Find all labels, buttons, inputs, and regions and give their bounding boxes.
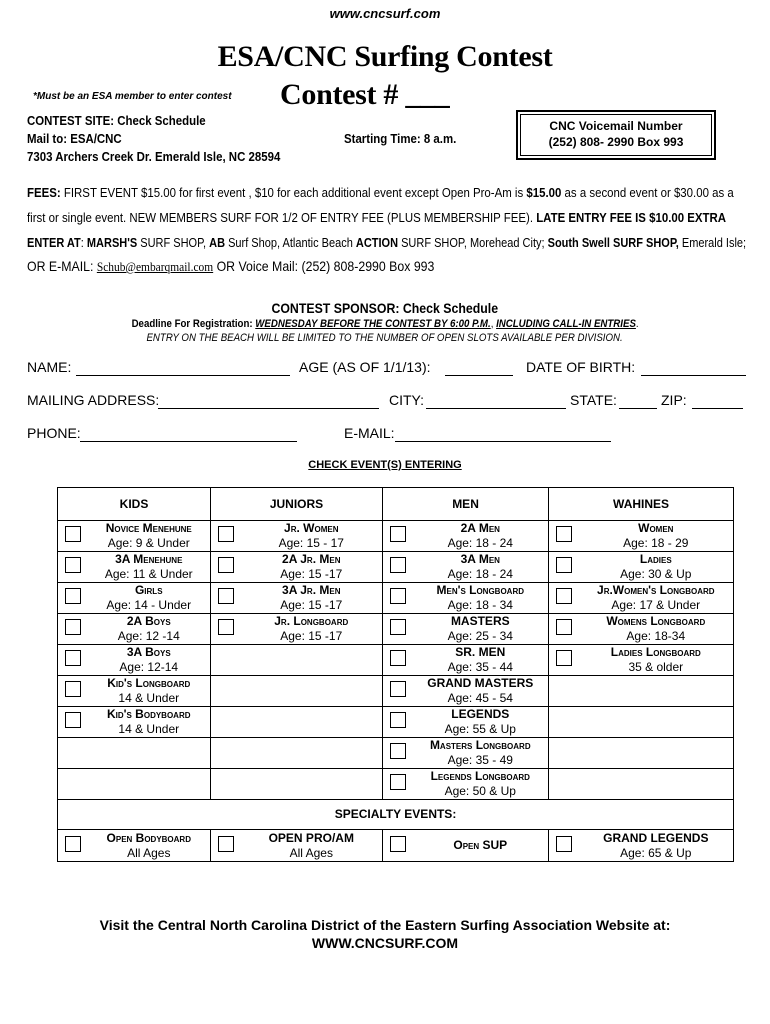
event-age: Age: 12 -14 — [117, 629, 180, 643]
event-label-cell — [88, 614, 211, 645]
name-field[interactable] — [76, 375, 290, 376]
event-name: 2A Boys — [126, 614, 171, 628]
event-checkbox[interactable] — [218, 526, 234, 542]
event-age: Age: 15 -17 — [280, 598, 343, 612]
event-age: Age: 9 & Under — [107, 536, 190, 550]
event-checkbox[interactable] — [390, 712, 406, 728]
event-label-cell — [413, 645, 549, 676]
state-label: STATE: — [570, 392, 617, 408]
checkbox-cell — [549, 583, 579, 614]
enter-at-label: ENTER AT — [27, 236, 81, 250]
checkbox-cell — [211, 552, 241, 583]
empty-cell — [549, 676, 734, 707]
site-url: www.cncsurf.com — [329, 6, 441, 21]
page-title: ESA/CNC Surfing Contest — [217, 40, 553, 73]
beach-note: ENTRY ON THE BEACH WILL BE LIMITED TO THE NUMBER OF OPEN SLOTS AVAILABLE PER DIVISION. — [146, 332, 624, 344]
name-label: NAME: — [27, 359, 72, 375]
event-label-cell — [88, 676, 211, 707]
table-row — [58, 738, 734, 769]
starting-time: Starting Time: 8 a.m. — [344, 131, 457, 146]
checkbox-cell — [58, 676, 88, 707]
event-age: Age: 18 - 29 — [623, 536, 689, 550]
shop-action-rest: SURF SHOP, Morehead City; — [398, 236, 548, 250]
email-line — [27, 258, 434, 275]
event-age: Age: 15 - 17 — [278, 536, 344, 550]
event-checkbox[interactable] — [218, 836, 234, 852]
event-age: Age: 65 & Up — [620, 845, 692, 860]
contest-site: CONTEST SITE: Check Schedule — [27, 113, 206, 128]
event-label-cell — [88, 583, 211, 614]
voicemail-title: CNC Voicemail Number — [549, 119, 683, 133]
event-label-cell — [88, 830, 211, 862]
checkbox-cell — [383, 521, 413, 552]
phone-field[interactable] — [80, 441, 297, 442]
event-checkbox[interactable] — [390, 526, 406, 542]
shop-south-swell: South Swell SURF SHOP, — [547, 236, 679, 250]
mailing-field[interactable] — [158, 408, 379, 409]
empty-cell — [549, 707, 734, 738]
event-name: Masters Longboard — [429, 738, 531, 752]
event-checkbox[interactable] — [390, 774, 406, 790]
event-label-cell — [413, 707, 549, 738]
event-name: Kid's Longboard — [107, 676, 191, 690]
checkbox-cell — [383, 830, 413, 862]
late-fee: LATE ENTRY FEE IS $10.00 EXTRA — [536, 210, 727, 225]
table-row — [58, 552, 734, 583]
event-label-cell — [579, 583, 734, 614]
event-label-cell — [413, 583, 549, 614]
event-name: Jr.Women's Longboard — [597, 583, 715, 597]
zip-label: ZIP: — [661, 392, 687, 408]
event-checkbox[interactable] — [65, 526, 81, 542]
footer-line-1: Visit the Central North Carolina District of the Eastern Surfing Association Website at: — [99, 917, 671, 933]
event-age: Age: 30 & Up — [620, 567, 692, 581]
event-name: Women — [638, 521, 674, 535]
event-name: Womens Longboard — [606, 614, 706, 628]
shop-south-swell-rest: Emerald Isle; — [678, 236, 747, 250]
event-checkbox[interactable] — [556, 557, 572, 573]
event-age: Age: 25 - 34 — [447, 629, 513, 643]
deadline-mid: , — [490, 318, 496, 330]
event-label-cell — [241, 830, 383, 862]
event-age: Age: 55 & Up — [444, 722, 516, 736]
checkbox-cell — [211, 830, 241, 862]
specialty-heading: SPECIALTY EVENTS: — [58, 800, 734, 830]
event-name: OPEN PRO/AM — [268, 830, 354, 845]
event-name: Novice Menehune — [105, 521, 192, 535]
event-label-cell — [88, 645, 211, 676]
checkbox-cell — [211, 521, 241, 552]
checkbox-cell — [549, 552, 579, 583]
event-label-cell — [413, 738, 549, 769]
empty-cell — [58, 738, 211, 769]
event-checkbox[interactable] — [390, 650, 406, 666]
checkbox-cell — [383, 769, 413, 800]
event-age: Age: 18 - 34 — [447, 598, 513, 612]
fees-label: FEES: — [27, 185, 61, 200]
email-suffix: OR Voice Mail: (252) 808-2990 Box 993 — [213, 258, 435, 274]
fees-line-2-text: first or single event. NEW MEMBERS SURF FOR 1/2 OF ENTRY FEE (PLUS MEMBERSHIP FEE). — [27, 210, 537, 225]
fees-line-1 — [27, 185, 734, 200]
column-header-wahines: WAHINES — [549, 488, 734, 521]
event-age: Age: 18 - 24 — [447, 536, 513, 550]
mail-address: 7303 Archers Creek Dr. Emerald Isle, NC 28594 — [27, 149, 281, 164]
checkbox-cell — [549, 614, 579, 645]
footer-line-2: WWW.CNCSURF.COM — [311, 935, 459, 951]
checkbox-cell — [58, 521, 88, 552]
email-prefix: OR E-MAIL: — [27, 258, 97, 274]
column-header-men: MEN — [383, 488, 549, 521]
event-checkbox[interactable] — [390, 743, 406, 759]
event-name: GRAND LEGENDS — [603, 830, 709, 845]
deadline-end: . — [635, 318, 639, 330]
event-label-cell — [413, 676, 549, 707]
age-field[interactable] — [445, 375, 513, 376]
event-name: Legends Longboard — [430, 769, 530, 783]
event-name: Ladies — [639, 552, 672, 566]
event-label-cell — [413, 769, 549, 800]
empty-cell — [211, 707, 383, 738]
event-label-cell — [241, 614, 383, 645]
mailing-label: MAILING ADDRESS: — [27, 392, 160, 408]
event-age: All Ages — [127, 845, 171, 860]
shop-marshs: MARSH'S — [86, 236, 138, 250]
event-age: Age: 18-34 — [626, 629, 686, 643]
event-age: Age: 17 & Under — [611, 598, 701, 612]
event-name: Jr. Women — [284, 521, 339, 535]
event-name: Ladies Longboard — [610, 645, 701, 659]
event-checkbox[interactable] — [390, 557, 406, 573]
contest-number: Contest # ___ — [280, 78, 450, 111]
event-name: Men's Longboard — [436, 583, 525, 597]
events-table — [57, 487, 734, 862]
event-name: Girls — [134, 583, 163, 597]
deadline-line — [0, 318, 770, 330]
event-name: Open Bodyboard — [106, 830, 191, 845]
checkbox-cell — [383, 645, 413, 676]
event-age: 14 & Under — [118, 691, 180, 705]
footer — [0, 916, 770, 952]
event-label-cell — [241, 521, 383, 552]
fees-text-1: FIRST EVENT $15.00 for first event , $10 for each additional event except Open Pro-Am is — [60, 185, 527, 200]
event-checkbox[interactable] — [390, 588, 406, 604]
column-header-kids: KIDS — [58, 488, 211, 521]
enter-at-line — [27, 236, 746, 250]
event-age: Age: 35 - 44 — [447, 660, 513, 674]
empty-cell — [549, 769, 734, 800]
event-name: Kid's Bodyboard — [106, 707, 191, 721]
empty-cell — [211, 676, 383, 707]
checkbox-cell — [58, 583, 88, 614]
event-age: Age: 45 - 54 — [447, 691, 513, 705]
event-age: Age: 18 - 24 — [447, 567, 513, 581]
table-row — [58, 614, 734, 645]
event-age: Age: 35 - 49 — [447, 753, 513, 767]
empty-cell — [211, 769, 383, 800]
specialty-heading-row — [58, 800, 734, 830]
event-label-cell — [579, 552, 734, 583]
sponsor-title-wrap — [0, 300, 770, 318]
event-name: 2A Jr. Men — [282, 552, 341, 566]
event-name: LEGENDS — [451, 707, 510, 721]
shop-action: ACTION — [355, 236, 399, 250]
shop-ab-rest: Surf Shop, Atlantic Beach — [225, 236, 356, 250]
email-label: E-MAIL: — [344, 425, 395, 441]
table-row — [58, 769, 734, 800]
event-age: Age: 15 -17 — [280, 629, 343, 643]
table-row — [58, 645, 734, 676]
phone-label: PHONE: — [27, 425, 81, 441]
event-checkbox[interactable] — [65, 836, 81, 852]
event-age: 35 & older — [628, 660, 684, 674]
event-checkbox[interactable] — [65, 650, 81, 666]
event-label-cell — [413, 552, 549, 583]
checkbox-cell — [58, 645, 88, 676]
event-name: 3A Jr. Men — [282, 583, 341, 597]
event-label-cell — [88, 521, 211, 552]
event-name: 3A Boys — [126, 645, 171, 659]
checkbox-cell — [383, 552, 413, 583]
event-checkbox[interactable] — [218, 619, 234, 635]
contact-email-link[interactable]: Schub@embarqmail.com — [96, 259, 214, 274]
event-checkbox[interactable] — [390, 836, 406, 852]
checkbox-cell — [549, 521, 579, 552]
event-checkbox[interactable] — [556, 588, 572, 604]
event-label-cell — [88, 552, 211, 583]
checkbox-cell — [58, 552, 88, 583]
checkbox-cell — [211, 583, 241, 614]
event-checkbox[interactable] — [556, 526, 572, 542]
event-checkbox[interactable] — [218, 557, 234, 573]
empty-cell — [211, 738, 383, 769]
checkbox-cell — [383, 583, 413, 614]
event-checkbox[interactable] — [65, 588, 81, 604]
member-note: *Must be an ESA member to enter contest — [33, 91, 232, 102]
checkbox-cell — [211, 614, 241, 645]
dob-label: DATE OF BIRTH: — [526, 359, 636, 375]
event-checkbox[interactable] — [65, 557, 81, 573]
deadline-callin: INCLUDING CALL-IN ENTRIES — [495, 318, 636, 330]
sponsor-title: CONTEST SPONSOR: Check Schedule — [271, 300, 499, 316]
email-field[interactable] — [395, 441, 611, 442]
events-heading: CHECK EVENT(S) ENTERING — [308, 459, 462, 471]
event-name: Jr. Longboard — [274, 614, 349, 628]
event-age: Age: 14 - Under — [106, 598, 192, 612]
mail-to: Mail to: ESA/CNC — [27, 131, 122, 146]
event-age: All Ages — [289, 845, 333, 860]
event-label-cell — [241, 552, 383, 583]
beach-note-wrap — [0, 332, 770, 344]
event-name: 3A Men — [460, 552, 500, 566]
event-label-cell — [413, 830, 549, 862]
empty-cell — [211, 645, 383, 676]
event-age: 14 & Under — [118, 722, 180, 736]
event-checkbox[interactable] — [65, 681, 81, 697]
voicemail-box — [516, 110, 716, 160]
event-label-cell — [579, 645, 734, 676]
checkbox-cell — [383, 676, 413, 707]
zip-field[interactable] — [692, 408, 743, 409]
checkbox-cell — [58, 614, 88, 645]
event-checkbox[interactable] — [556, 619, 572, 635]
event-age: Age: 11 & Under — [104, 567, 193, 581]
enter-colon: : — [80, 236, 87, 250]
events-header-row — [58, 488, 734, 521]
table-row — [58, 707, 734, 738]
event-age: Age: 15 -17 — [280, 567, 343, 581]
checkbox-cell — [383, 738, 413, 769]
event-checkbox[interactable] — [65, 712, 81, 728]
event-age: Age: 50 & Up — [444, 784, 516, 798]
state-field[interactable] — [619, 408, 657, 409]
event-checkbox[interactable] — [218, 588, 234, 604]
shop-marshs-rest: SURF SHOP, — [137, 236, 210, 250]
table-row — [58, 521, 734, 552]
event-name: Open SUP — [453, 838, 508, 852]
event-name: GRAND MASTERS — [427, 676, 534, 690]
event-age: Age: 12-14 — [119, 660, 179, 674]
specialty-row — [58, 830, 734, 862]
fees-amount: $15.00 — [526, 185, 562, 200]
event-checkbox[interactable] — [556, 650, 572, 666]
empty-cell — [549, 738, 734, 769]
shop-ab: AB — [209, 236, 226, 250]
event-checkbox[interactable] — [65, 619, 81, 635]
city-label: CITY: — [389, 392, 425, 408]
event-checkbox[interactable] — [556, 836, 572, 852]
event-checkbox[interactable] — [390, 619, 406, 635]
checkbox-cell — [549, 645, 579, 676]
empty-cell — [58, 769, 211, 800]
event-label-cell — [413, 521, 549, 552]
event-checkbox[interactable] — [390, 681, 406, 697]
event-label-cell — [579, 830, 734, 862]
event-label-cell — [579, 521, 734, 552]
checkbox-cell — [383, 707, 413, 738]
event-label-cell — [241, 583, 383, 614]
city-field[interactable] — [426, 408, 566, 409]
event-label-cell — [579, 614, 734, 645]
event-name: SR. MEN — [455, 645, 506, 659]
dob-field[interactable] — [641, 375, 746, 376]
deadline-date: WEDNESDAY BEFORE THE CONTEST BY 6:00 P.M. — [255, 318, 491, 330]
checkbox-cell — [58, 830, 88, 862]
checkbox-cell — [549, 830, 579, 862]
age-label: AGE (AS OF 1/1/13): — [299, 359, 431, 375]
checkbox-cell — [383, 614, 413, 645]
voicemail-number: (252) 808- 2990 Box 993 — [548, 135, 684, 149]
event-label-cell — [413, 614, 549, 645]
table-row — [58, 583, 734, 614]
event-name: 3A Menehune — [115, 552, 183, 566]
table-row — [58, 676, 734, 707]
event-name: MASTERS — [450, 614, 510, 628]
column-header-juniors: JUNIORS — [211, 488, 383, 521]
fees-line-2 — [27, 210, 726, 225]
event-label-cell — [88, 707, 211, 738]
checkbox-cell — [58, 707, 88, 738]
event-name: 2A Men — [460, 521, 500, 535]
deadline-label: Deadline For Registration: — [131, 318, 256, 330]
fees-text-2: as a second event or $30.00 as a — [561, 185, 734, 200]
